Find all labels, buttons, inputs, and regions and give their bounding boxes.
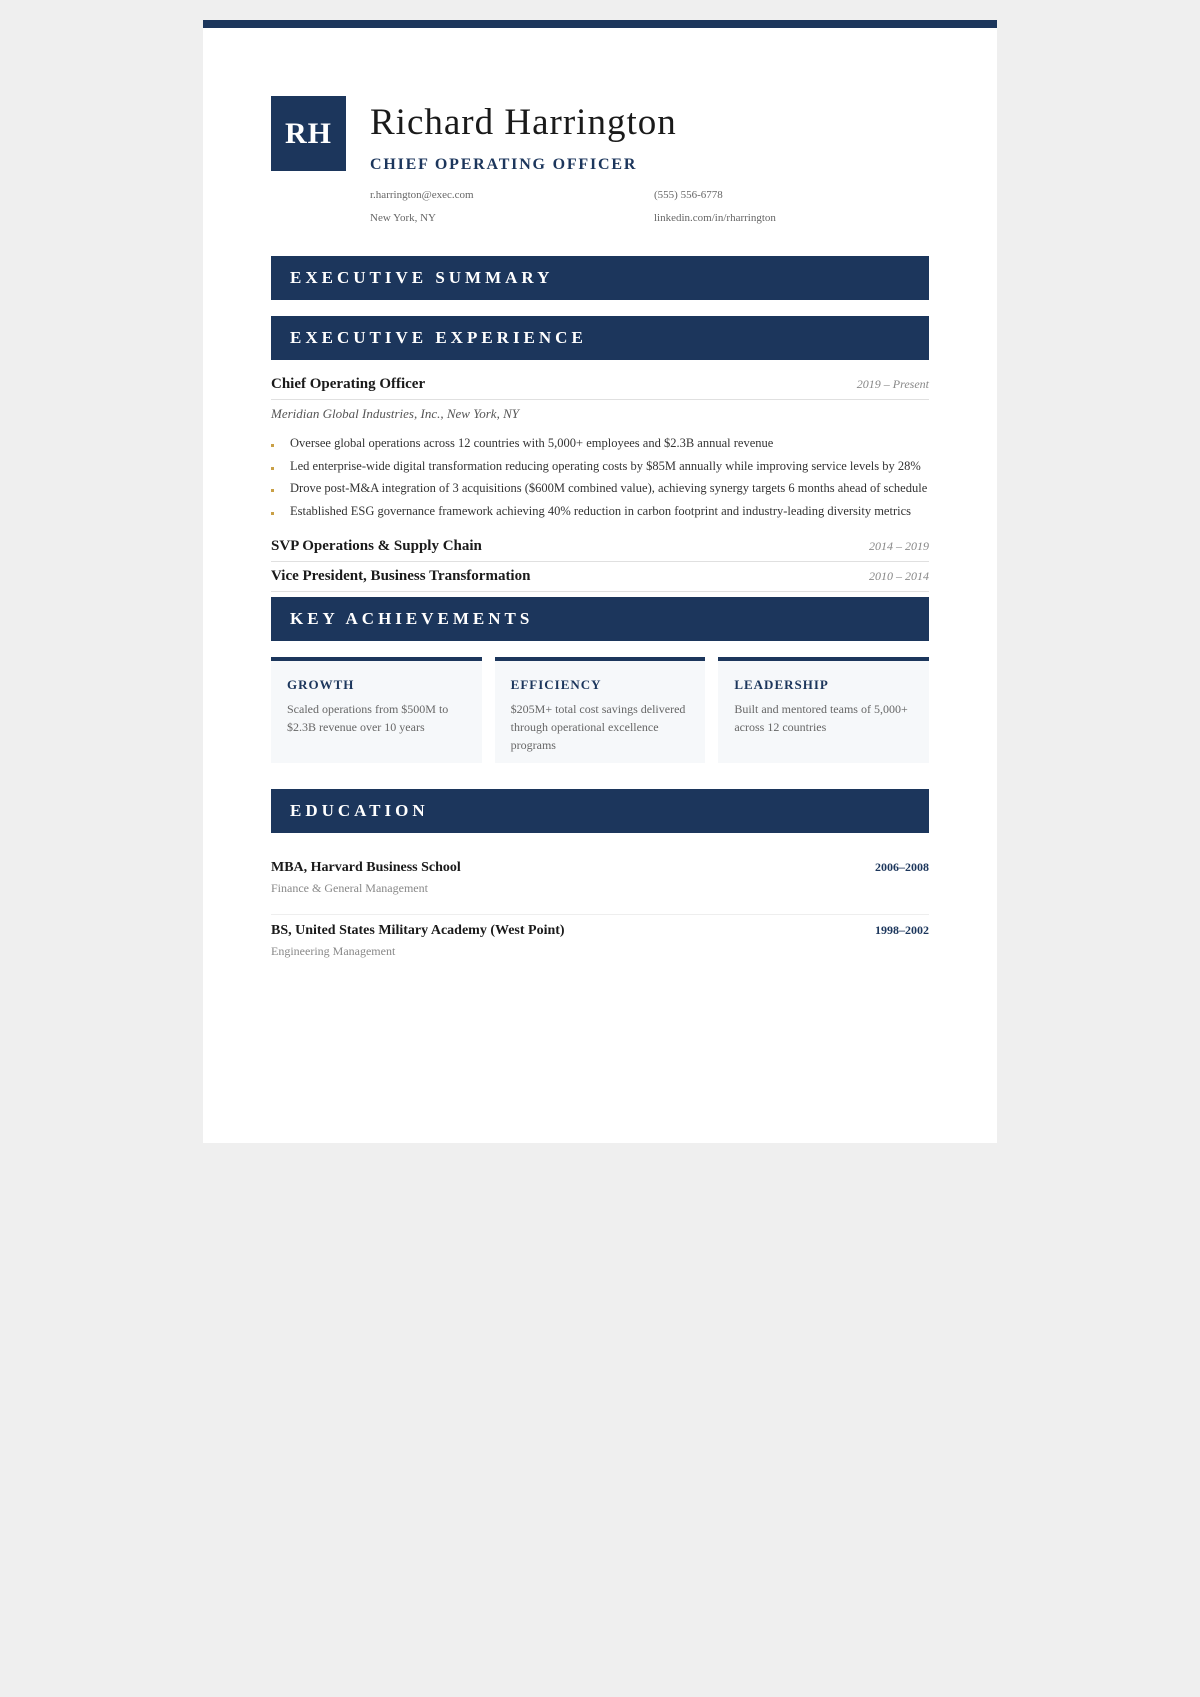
- experience-row: [271, 568, 929, 592]
- contact-phone[interactable]: (555) 556-6778: [654, 189, 723, 201]
- job-role: Chief Operating Officer: [271, 376, 426, 392]
- job-company: Meridian Global Industries, Inc., New York, NY: [271, 406, 519, 421]
- achievement-title: GROWTH: [287, 677, 355, 692]
- achievement-card-efficiency: [495, 657, 706, 763]
- achievement-card-leadership: [718, 657, 929, 763]
- achievement-card-growth: [271, 657, 482, 763]
- candidate-title: CHIEF OPERATING OFFICER: [370, 156, 638, 173]
- education-degree: MBA, Harvard Business School: [271, 860, 461, 875]
- job-dates: 2014 – 2019: [869, 539, 929, 553]
- section-header-summary: EXECUTIVE SUMMARY: [271, 256, 929, 300]
- job-role: SVP Operations & Supply Chain: [271, 538, 482, 554]
- section-header-experience: EXECUTIVE EXPERIENCE: [271, 316, 929, 360]
- education-field: Engineering Management: [271, 944, 396, 958]
- education-dates: 1998–2002: [875, 923, 929, 937]
- bullet-item: Oversee global operations across 12 countries with 5,000+ employees and $2.3B annual revenue: [271, 432, 929, 455]
- achievement-text: Built and mentored teams of 5,000+ across 12 countries: [734, 702, 908, 734]
- job-dates: 2019 – Present: [856, 377, 929, 391]
- contact-location: New York, NY: [370, 212, 437, 224]
- contact-linkedin[interactable]: linkedin.com/in/rharrington: [654, 212, 776, 224]
- bullet-icon: [271, 444, 274, 447]
- achievement-title: LEADERSHIP: [734, 677, 829, 692]
- contact-email[interactable]: r.harrington@exec.com: [370, 189, 474, 201]
- education-row: [271, 860, 929, 876]
- candidate-name: Richard Harrington: [370, 102, 677, 143]
- contact-info: [370, 188, 930, 226]
- education-divider: [271, 914, 929, 915]
- job-role: Vice President, Business Transformation: [271, 568, 531, 584]
- job-dates: 2010 – 2014: [869, 569, 929, 583]
- bullet-icon: [271, 489, 274, 492]
- achievements-grid: [271, 657, 929, 763]
- experience-row: [271, 376, 929, 400]
- section-header-education: EDUCATION: [271, 789, 929, 833]
- experience-item: [271, 568, 929, 592]
- achievement-title: EFFICIENCY: [510, 677, 602, 692]
- achievement-text: $205M+ total cost savings delivered through operational excellence programs: [510, 702, 686, 752]
- education-row: [271, 923, 929, 939]
- bullet-item: Established ESG governance framework achieving 40% reduction in carbon footprint and industry-leading diversity metrics: [271, 500, 929, 523]
- experience-item: [271, 538, 929, 562]
- experience-row: [271, 538, 929, 562]
- education-item: [271, 860, 929, 896]
- job-bullets: [271, 432, 929, 522]
- bullet-icon: [271, 512, 274, 515]
- resume-page: [203, 20, 997, 1143]
- monogram-badge: RH: [271, 96, 346, 171]
- education-dates: 2006–2008: [875, 860, 929, 874]
- resume-header: [271, 28, 929, 268]
- resume-content: [271, 28, 929, 958]
- section-header-achievements: KEY ACHIEVEMENTS: [271, 597, 929, 641]
- bullet-item: Drove post-M&A integration of 3 acquisitions ($600M combined value), achieving synergy targets 6 months ahead of schedule: [271, 477, 929, 500]
- bullet-icon: [271, 467, 274, 470]
- achievement-text: Scaled operations from $500M to $2.3B revenue over 10 years: [287, 702, 449, 734]
- experience-item: [271, 376, 929, 522]
- education-item: [271, 923, 929, 959]
- bullet-item: Led enterprise-wide digital transformation reducing operating costs by $85M annually while improving service levels by 28%: [271, 455, 929, 478]
- education-degree: BS, United States Military Academy (West Point): [271, 923, 565, 938]
- education-field: Finance & General Management: [271, 881, 428, 895]
